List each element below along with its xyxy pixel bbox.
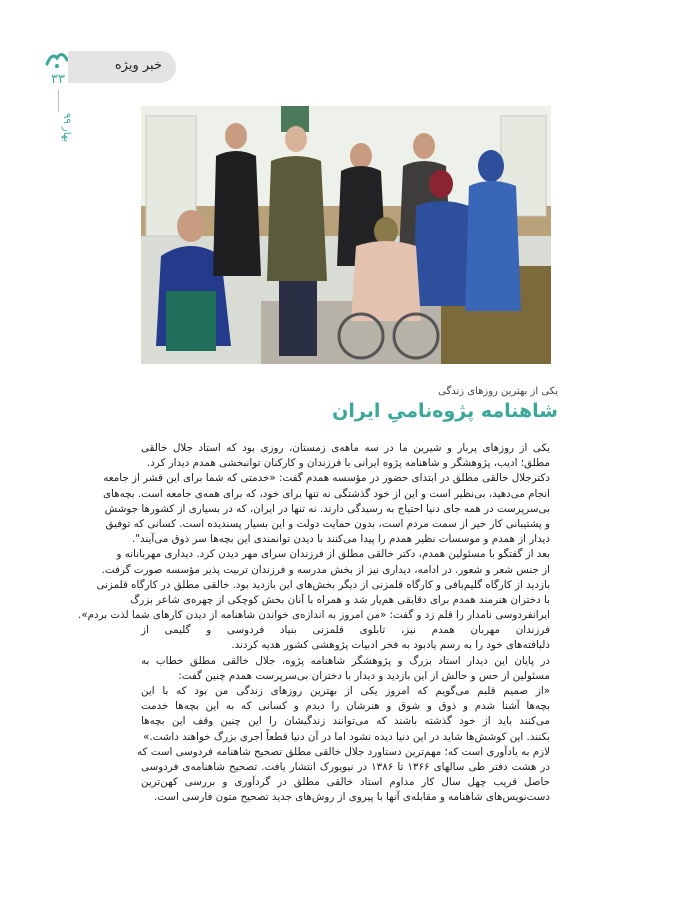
body-line: می‌کنند باید از خود گذشته باشند که می‌توانند زندگیشان را این چنین وقف این بچه‌ها: [141, 715, 550, 728]
body-line: فرزندان مهربان همدم نیز، تابلوی قلمزنی بنیاد فردوسی و گلیمی از: [141, 624, 550, 637]
body-line: بی‌سرپرست در همه جای دنیا احتیاج به رسیدگی دارند. نه تنها در ایران، که در بسیاری از کشورها جوشش: [104, 502, 550, 515]
body-line: مسئولین از حس و حالش از این بازدید و دیدار با دختران بی‌سرپرست همدم چنین گفت:: [178, 669, 550, 682]
body-line: دکترجلال خالقی مطلق در ابتدای حضور در مؤسسه همدم گفت: «خدمتی که شما برای این قشر از جامعه: [103, 472, 550, 485]
article-title: شاهنامه پژوه‌نامیِ ایران: [332, 400, 558, 422]
section-tab: [68, 51, 176, 83]
body-line: با دختران هنرمند همدم برای دقایقی هم‌یار شد و همراه با آنان بخش کوچکی از چهره‌ی شاعر بزرگ: [130, 593, 550, 606]
body-line: دلبافته‌های خود را به رسم یادبود به فخر ادبیات پژوهشی کشور هدیه کردند.: [231, 639, 550, 652]
body-line: در هشت دفتر طی سالهای ۱۳۶۶ تا ۱۳۸۶ در نیویورک انتشار یافت. تصحیح شاهنامه‌ی فردوسی: [141, 760, 550, 773]
body-line: دست‌نویس‌های شاهنامه و مقابله‌ی آنها با پیروی از روش‌های جدید تصحیح متون فارسی است.: [154, 791, 550, 804]
group-photo: [141, 106, 551, 364]
body-line: لازم به یادآوری است که؛ مهم‌ترین دستاورد جلال خالقی مطلق تصحیح شاهنامه فردوسی است که: [137, 745, 550, 758]
article-body: [78, 441, 550, 806]
page-number: ۳۳: [51, 72, 65, 87]
body-line: مطلق؛ ادیب، پژوهشگر و شاهنامه پژوه ایرانی با فرزندان و کارکنان توانبخشی همدم دیدار کرد.: [146, 457, 550, 470]
body-line: بچه‌ها آشنا شدم و ذوق و شوق و هنرشان را دیدم و کسانی که به این بچه‌ها خدمت: [141, 700, 550, 713]
body-line: و پشتیبانی کار خیر از سمت مردم است، بدون حمایت دولت و این بسیار پسندیده است. کسانی که توفیق: [105, 517, 550, 530]
body-line: بازدید از کارگاه گلیم‌بافی و کارگاه قلمزنی از دیگر بخش‌های این بازدید بود. خالقی مطلق در کارگاه قلمزنی: [96, 578, 550, 591]
magazine-logo-icon: [44, 46, 70, 70]
body-line: بعد از گفتگو با مسئولین همدم، دکتر خالقی مطلق از فرزندان سرای مهر دیدن کرد. دیداری مهربانانه و: [116, 548, 550, 561]
body-line: انجام می‌دهید، بی‌نظیر است و این از خود گذشتگی نه تنها برای خود، که برای همه‌ی جامعه است. بچه‌های: [102, 487, 550, 500]
body-line: از جنس شعر و شعور. در ادامه، دیداری نیز از بخش مدرسه و فرزندان تربیت پذیر مؤسسه صورت گرفت.: [101, 563, 550, 576]
body-line: در پایان این دیدار استاد بزرگ و پژوهشگر شاهنامه پژوه، جلال خالقی مطلق خطاب به: [141, 654, 550, 667]
article-kicker: یکی از بهترین روزهای زندگی: [438, 386, 558, 397]
issue-label: بهار ۹۹: [61, 113, 72, 143]
body-line: ایرانفردوسی نامدار را قلم زد و گفت: «من امروز به اندازه‌ی خواندن شاهنامه از دیدن کارهای شما لذت بردم».: [78, 609, 550, 622]
body-line: «از صمیم قلبم می‌گویم که امروز یکی از بهترین روزهای زندگی من بود که با این: [141, 685, 550, 697]
body-line: بکنند. این کوشش‌ها شاید در این دنیا دیده نشود اما در آن دنیا قطعاً اجری بزرگ خواهند داشت.»: [143, 730, 550, 743]
body-line: حاصل قریب چهل سال کار مداوم استاد خالقی مطلق در گردآوری و بررسی کهن‌ترین: [141, 776, 550, 789]
section-title: خبر ویژه: [114, 58, 162, 73]
body-line: یکی از روزهای پربار و شیرین ما در سه ماهه‌ی زمستان، روزی بود که استاد جلال خالقی: [141, 442, 550, 454]
body-line: دیدار از همدم و موسسات نظیر همدم را پیدا می‌کنند با دیدن توانمندی این بچه‌ها سر ذوق می‌آیند".: [132, 533, 550, 546]
